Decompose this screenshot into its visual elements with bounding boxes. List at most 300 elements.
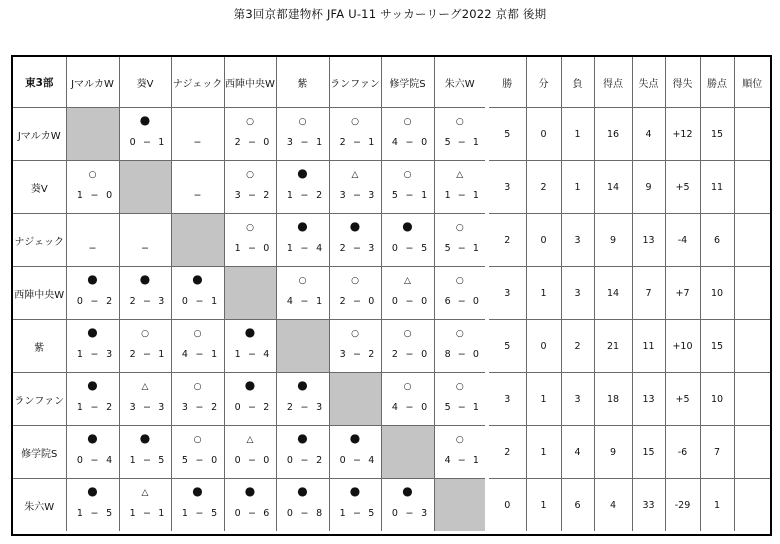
score-separator: − <box>90 508 99 519</box>
score-for: 4 <box>391 137 398 148</box>
match-result-cell <box>119 479 171 532</box>
loss-symbol: ● <box>139 113 151 127</box>
score-for: 4 <box>391 402 398 413</box>
score-against: 3 <box>421 508 428 519</box>
table-row <box>13 320 485 373</box>
score-separator: − <box>143 296 151 307</box>
win-symbol: ○ <box>455 276 464 286</box>
win-symbol: ○ <box>88 170 97 180</box>
score-separator: − <box>457 349 466 360</box>
score-against: 0 <box>263 137 270 148</box>
draw-symbol: △ <box>456 170 464 180</box>
league-sheet <box>11 55 772 536</box>
score-against: 0 <box>263 455 270 466</box>
score-for: 2 <box>129 296 136 307</box>
match-score <box>336 508 379 520</box>
score-separator: − <box>405 296 414 307</box>
column-header-team: 西陣中央W <box>224 57 276 108</box>
match-result-cell <box>224 320 276 373</box>
match-result-cell <box>171 373 224 426</box>
standings-header: 得失 <box>665 57 700 108</box>
win-symbol: ○ <box>403 329 412 339</box>
score-against: 1 <box>158 137 165 148</box>
score-separator: − <box>300 137 309 148</box>
match-score <box>283 137 327 149</box>
wins-cell: 3 <box>489 373 526 426</box>
match-score <box>441 243 484 255</box>
wins-cell: 2 <box>489 426 526 479</box>
score-against: 1 <box>316 137 323 148</box>
score-separator: − <box>90 190 99 201</box>
win-symbol: ○ <box>455 435 464 445</box>
row-header-team: JマルカW <box>13 108 66 161</box>
self-match-cell <box>171 214 224 267</box>
match-result-cell <box>434 267 485 320</box>
win-symbol: ○ <box>403 117 412 127</box>
score-separator: − <box>353 296 361 307</box>
loss-symbol: ● <box>139 431 151 445</box>
score-against: 8 <box>316 508 323 519</box>
score-against: 2 <box>316 455 323 466</box>
goals-against-cell: 33 <box>632 479 665 532</box>
score-for: 2 <box>391 349 398 360</box>
match-result-cell <box>434 161 485 214</box>
win-symbol: ○ <box>246 170 254 180</box>
match-score <box>441 349 484 361</box>
score-separator: − <box>195 402 204 413</box>
score-for: 0 <box>391 296 398 307</box>
points-cell: 15 <box>700 320 734 373</box>
score-for: 3 <box>129 402 136 413</box>
standings-row <box>489 373 770 426</box>
standings-row <box>489 108 770 161</box>
no-match-dash: − <box>193 137 202 148</box>
score-for: 1 <box>76 402 83 413</box>
score-for: 4 <box>181 349 188 360</box>
score-against: 0 <box>472 349 479 360</box>
score-for: 2 <box>234 137 241 148</box>
score-against: 5 <box>211 508 218 519</box>
match-result-cell <box>329 479 381 532</box>
match-result-cell <box>276 214 329 267</box>
score-against: 1 <box>211 349 218 360</box>
match-score <box>73 190 117 202</box>
score-separator: − <box>353 243 361 254</box>
match-result-cell <box>329 267 381 320</box>
match-result-cell <box>276 267 329 320</box>
match-result-cell <box>224 108 276 161</box>
score-against: 3 <box>368 243 375 254</box>
points-cell: 15 <box>700 108 734 161</box>
score-against: 1 <box>158 508 165 519</box>
score-against: 0 <box>368 296 375 307</box>
match-result-cell <box>119 373 171 426</box>
score-against: 5 <box>368 508 375 519</box>
score-for: 3 <box>286 137 293 148</box>
win-symbol: ○ <box>351 329 359 339</box>
loss-symbol: ● <box>244 325 256 339</box>
score-against: 1 <box>472 455 479 466</box>
score-for: 1 <box>234 243 241 254</box>
score-against: 1 <box>368 137 375 148</box>
draw-symbol: △ <box>141 488 149 498</box>
score-against: 4 <box>263 349 270 360</box>
score-for: 3 <box>234 190 241 201</box>
column-header-team: ランファン <box>329 57 381 108</box>
goal-difference-cell: +10 <box>665 320 700 373</box>
match-result-cell <box>66 479 119 532</box>
goals-for-cell: 14 <box>594 267 632 320</box>
match-score <box>283 508 327 520</box>
match-score <box>388 349 432 361</box>
score-separator: − <box>195 349 204 360</box>
score-for: 0 <box>76 296 83 307</box>
win-symbol: ○ <box>403 382 412 392</box>
rank-cell <box>734 426 770 479</box>
self-match-cell <box>224 267 276 320</box>
match-result-cell <box>119 108 171 161</box>
standings-row <box>489 426 770 479</box>
goals-against-cell: 15 <box>632 426 665 479</box>
draw-symbol: △ <box>351 170 359 180</box>
goals-for-cell: 9 <box>594 214 632 267</box>
score-against: 1 <box>421 190 428 201</box>
win-symbol: ○ <box>246 223 254 233</box>
score-against: 3 <box>158 296 165 307</box>
score-for: 4 <box>286 296 293 307</box>
match-score <box>283 190 327 202</box>
score-separator: − <box>457 402 466 413</box>
loss-symbol: ● <box>349 219 361 233</box>
score-against: 2 <box>368 349 375 360</box>
standings-header: 負 <box>561 57 594 108</box>
row-header-team: 葵V <box>13 161 66 214</box>
score-for: 0 <box>234 402 241 413</box>
match-result-cell <box>119 426 171 479</box>
column-header-team: ナジェック <box>171 57 224 108</box>
match-result-cell <box>434 373 485 426</box>
rank-cell <box>734 214 770 267</box>
draws-cell: 1 <box>526 267 561 320</box>
loss-symbol: ● <box>297 166 308 180</box>
match-result-cell <box>381 479 434 532</box>
goals-for-cell: 4 <box>594 479 632 532</box>
score-for: 2 <box>286 402 293 413</box>
match-score <box>73 455 117 467</box>
score-separator: − <box>195 508 204 519</box>
score-for: 2 <box>339 243 346 254</box>
goals-for-cell: 16 <box>594 108 632 161</box>
points-cell: 1 <box>700 479 734 532</box>
points-cell: 6 <box>700 214 734 267</box>
match-result-cell <box>381 214 434 267</box>
match-result-cell <box>119 267 171 320</box>
match-result-cell <box>381 320 434 373</box>
score-separator: − <box>248 349 256 360</box>
score-for: 1 <box>234 349 241 360</box>
match-result-cell <box>381 373 434 426</box>
standings-header: 得点 <box>594 57 632 108</box>
score-separator: − <box>405 349 414 360</box>
match-result-cell <box>276 373 329 426</box>
score-for: 4 <box>444 455 451 466</box>
row-header-team: 西陣中央W <box>13 267 66 320</box>
score-separator: − <box>353 137 361 148</box>
score-for: 1 <box>76 190 83 201</box>
score-against: 0 <box>421 349 428 360</box>
row-header-team: ナジェック <box>13 214 66 267</box>
score-separator: − <box>405 137 414 148</box>
rank-cell <box>734 161 770 214</box>
score-against: 2 <box>211 402 218 413</box>
win-symbol: ○ <box>455 223 464 233</box>
draws-cell: 0 <box>526 214 561 267</box>
goals-against-cell: 11 <box>632 320 665 373</box>
match-result-cell <box>434 320 485 373</box>
match-score <box>283 455 327 467</box>
losses-cell: 3 <box>561 214 594 267</box>
score-against: 1 <box>472 190 479 201</box>
loss-symbol: ● <box>192 272 203 286</box>
goal-difference-cell: +5 <box>665 373 700 426</box>
self-match-cell <box>329 373 381 426</box>
score-for: 3 <box>181 402 188 413</box>
score-separator: − <box>90 349 99 360</box>
column-header-team: 修学院S <box>381 57 434 108</box>
goals-against-cell: 13 <box>632 373 665 426</box>
match-result-cell <box>171 161 224 214</box>
rank-cell <box>734 320 770 373</box>
win-symbol: ○ <box>246 117 254 127</box>
draws-cell: 2 <box>526 161 561 214</box>
score-separator: − <box>300 243 309 254</box>
corner-label: 東3部 <box>13 57 66 108</box>
score-separator: − <box>90 296 99 307</box>
loss-symbol: ● <box>244 484 256 498</box>
match-score <box>336 190 379 202</box>
score-for: 5 <box>444 243 451 254</box>
match-score <box>388 243 432 255</box>
score-separator: − <box>143 455 151 466</box>
match-score <box>178 455 222 467</box>
score-for: 1 <box>444 190 451 201</box>
rank-cell <box>734 373 770 426</box>
score-for: 2 <box>129 349 136 360</box>
points-cell: 11 <box>700 161 734 214</box>
goal-difference-cell: -6 <box>665 426 700 479</box>
goal-difference-cell: +12 <box>665 108 700 161</box>
match-score <box>441 137 484 149</box>
score-against: 3 <box>158 402 165 413</box>
match-result-cell <box>381 267 434 320</box>
standings-header-row <box>489 57 770 108</box>
page-title: 第3回京都建物杯 JFA U-11 サッカーリーグ2022 京都 後期 <box>233 7 547 21</box>
match-result-cell <box>66 267 119 320</box>
draws-cell: 1 <box>526 479 561 532</box>
goals-against-cell: 4 <box>632 108 665 161</box>
match-result-cell <box>171 108 224 161</box>
score-separator: − <box>457 243 466 254</box>
match-result-cell <box>224 426 276 479</box>
draw-symbol: △ <box>246 435 254 445</box>
match-result-cell <box>329 161 381 214</box>
score-separator: − <box>353 349 361 360</box>
score-for: 0 <box>286 508 293 519</box>
standings-table <box>489 57 770 531</box>
self-match-cell <box>434 479 485 532</box>
self-match-cell <box>381 426 434 479</box>
match-result-cell <box>381 161 434 214</box>
wins-cell: 3 <box>489 267 526 320</box>
row-header-team: 紫 <box>13 320 66 373</box>
score-separator: − <box>457 296 466 307</box>
score-against: 0 <box>211 455 218 466</box>
match-score <box>73 402 117 414</box>
loss-symbol: ● <box>192 484 203 498</box>
rank-cell <box>734 108 770 161</box>
column-header-team: JマルカW <box>66 57 119 108</box>
score-for: 1 <box>339 508 346 519</box>
table-row <box>13 108 485 161</box>
match-result-cell <box>329 108 381 161</box>
column-header-team: 朱六W <box>434 57 485 108</box>
losses-cell: 1 <box>561 161 594 214</box>
win-symbol: ○ <box>455 382 464 392</box>
score-for: 1 <box>76 508 83 519</box>
goals-against-cell: 13 <box>632 214 665 267</box>
losses-cell: 2 <box>561 320 594 373</box>
score-for: 5 <box>444 402 451 413</box>
match-score <box>73 296 117 308</box>
score-separator: − <box>195 296 204 307</box>
losses-cell: 4 <box>561 426 594 479</box>
loss-symbol: ● <box>297 378 308 392</box>
match-result-cell <box>66 161 119 214</box>
match-result-cell <box>434 214 485 267</box>
table-row <box>13 214 485 267</box>
loss-symbol: ● <box>349 431 361 445</box>
wins-cell: 5 <box>489 108 526 161</box>
score-for: 0 <box>129 137 136 148</box>
goals-against-cell: 7 <box>632 267 665 320</box>
score-separator: − <box>195 455 204 466</box>
score-separator: − <box>143 349 151 360</box>
win-symbol: ○ <box>351 117 359 127</box>
standings-row <box>489 161 770 214</box>
win-symbol: ○ <box>141 329 149 339</box>
wins-cell: 2 <box>489 214 526 267</box>
score-separator: − <box>300 190 309 201</box>
match-score <box>441 190 484 202</box>
goal-difference-cell: +7 <box>665 267 700 320</box>
score-against: 2 <box>106 402 113 413</box>
match-result-cell <box>171 320 224 373</box>
score-separator: − <box>405 402 414 413</box>
score-for: 5 <box>181 455 188 466</box>
score-for: 5 <box>391 190 398 201</box>
goals-against-cell: 9 <box>632 161 665 214</box>
score-separator: − <box>248 508 256 519</box>
goals-for-cell: 14 <box>594 161 632 214</box>
draws-cell: 0 <box>526 108 561 161</box>
match-score <box>126 508 169 520</box>
score-against: 1 <box>158 349 165 360</box>
loss-symbol: ● <box>139 272 151 286</box>
goals-for-cell: 18 <box>594 373 632 426</box>
results-table <box>13 57 485 531</box>
score-separator: − <box>405 190 414 201</box>
win-symbol: ○ <box>403 170 412 180</box>
goals-for-cell: 9 <box>594 426 632 479</box>
score-against: 2 <box>106 296 113 307</box>
match-score <box>283 402 327 414</box>
match-result-cell <box>224 214 276 267</box>
standings-header: 分 <box>526 57 561 108</box>
match-score <box>126 349 169 361</box>
row-header-team: ランファン <box>13 373 66 426</box>
match-score <box>441 296 484 308</box>
no-match-dash: − <box>88 243 97 254</box>
score-separator: − <box>248 190 256 201</box>
score-for: 1 <box>181 508 188 519</box>
draw-symbol: △ <box>141 382 149 392</box>
row-header-team: 朱六W <box>13 479 66 532</box>
score-against: 0 <box>472 296 479 307</box>
score-for: 0 <box>286 455 293 466</box>
score-for: 6 <box>444 296 451 307</box>
score-for: 0 <box>234 508 241 519</box>
loss-symbol: ● <box>87 378 98 392</box>
standings-header: 勝 <box>489 57 526 108</box>
score-separator: − <box>90 402 99 413</box>
match-score <box>178 296 222 308</box>
match-score <box>336 349 379 361</box>
match-result-cell <box>276 479 329 532</box>
match-score <box>178 349 222 361</box>
match-result-cell <box>224 373 276 426</box>
draws-cell: 0 <box>526 320 561 373</box>
score-against: 1 <box>472 137 479 148</box>
goal-difference-cell: -29 <box>665 479 700 532</box>
goal-difference-cell: +5 <box>665 161 700 214</box>
match-score <box>73 508 117 520</box>
match-score <box>231 349 274 361</box>
score-separator: − <box>457 137 466 148</box>
rank-cell <box>734 479 770 532</box>
standings-row <box>489 267 770 320</box>
points-cell: 10 <box>700 267 734 320</box>
score-for: 3 <box>339 349 346 360</box>
score-against: 3 <box>316 402 323 413</box>
match-score <box>388 402 432 414</box>
score-separator: − <box>300 296 309 307</box>
match-score <box>231 402 274 414</box>
points-cell: 10 <box>700 373 734 426</box>
match-result-cell <box>66 214 119 267</box>
score-for: 1 <box>286 190 293 201</box>
no-match-dash: − <box>193 190 202 201</box>
match-score <box>388 296 432 308</box>
score-separator: − <box>143 137 151 148</box>
score-separator: − <box>143 508 151 519</box>
score-separator: − <box>457 190 466 201</box>
loss-symbol: ● <box>402 219 413 233</box>
match-score <box>441 455 484 467</box>
match-score <box>126 402 169 414</box>
table-row <box>13 161 485 214</box>
table-row <box>13 479 485 532</box>
losses-cell: 3 <box>561 267 594 320</box>
